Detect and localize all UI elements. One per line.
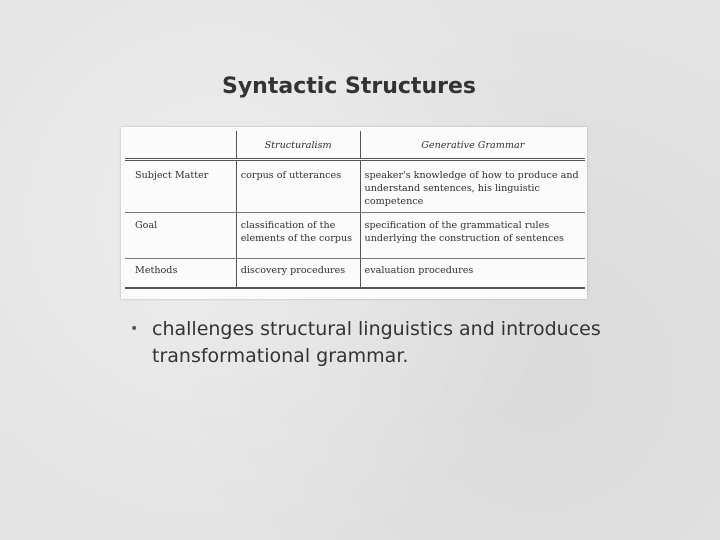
structuralism-cell: classification of the elements of the corpus [236, 213, 360, 259]
table-row [125, 213, 585, 259]
row-label: Goal [125, 213, 236, 259]
generative-cell: specification of the grammatical rules underlying the construction of sentences [360, 213, 585, 259]
header-empty [125, 131, 236, 160]
structuralism-cell: discovery procedures [236, 259, 360, 289]
generative-cell: evaluation procedures [360, 259, 585, 289]
bullet-marker: • [130, 321, 139, 337]
header-structuralism: Structuralism [236, 131, 360, 160]
slide-title: Syntactic Structures [222, 74, 476, 99]
row-label: Subject Matter [125, 160, 236, 213]
header-generative-grammar: Generative Grammar [360, 131, 585, 160]
bullet-text: challenges structural linguistics and introduces transformational grammar. [152, 318, 601, 367]
table-header-row [125, 131, 585, 160]
bullet-point [130, 316, 650, 370]
comparison-table-image [121, 127, 587, 299]
structuralism-cell: corpus of utterances [236, 160, 360, 213]
table-row [125, 160, 585, 213]
generative-cell: speaker's knowledge of how to produce and understand sentences, his linguistic competence [360, 160, 585, 213]
row-label: Methods [125, 259, 236, 289]
table-row [125, 259, 585, 289]
comparison-table [125, 131, 585, 289]
